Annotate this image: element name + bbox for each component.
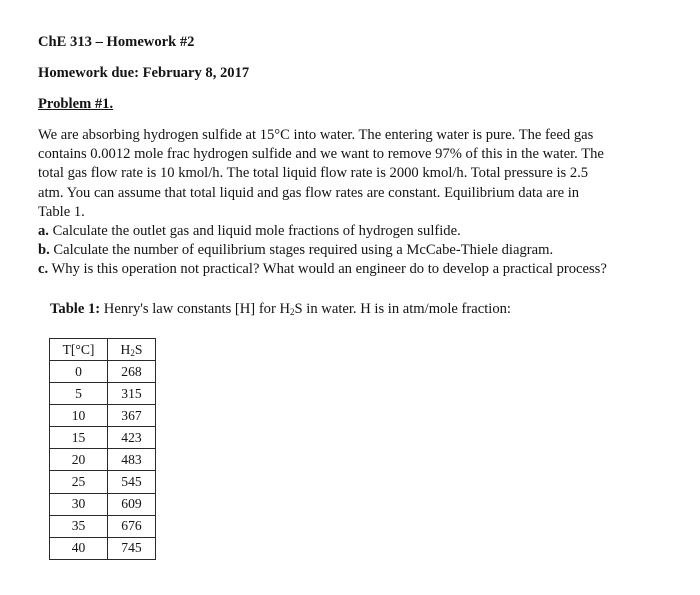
- part-text: Calculate the number of equilibrium stages required using a McCabe-Thiele diagram.: [49, 242, 554, 259]
- problem-heading: Problem #1.: [38, 96, 114, 112]
- part-text: Why is this operation not practical? What would an engineer do to develop a practical process?: [48, 261, 607, 278]
- part-a: [38, 222, 668, 241]
- due-date: Homework due: February 8, 2017: [38, 65, 250, 81]
- table-header-row: [50, 339, 156, 361]
- part-b: [38, 241, 668, 260]
- h2s-header: $H_2S$: [108, 339, 156, 361]
- table-caption-text: S in water. H is in atm/mole fraction:: [294, 301, 511, 317]
- problem-line: Table 1.: [38, 203, 85, 220]
- problem-line: atm. You can assume that total liquid and gas flow rates are constant. Equilibrium data are in: [38, 184, 580, 201]
- henry-value-cell: 483: [108, 449, 156, 471]
- temperature-cell: 20: [50, 449, 108, 471]
- table-row: [50, 427, 156, 449]
- table-caption-text: Henry's law constants [H] for H: [100, 301, 291, 317]
- henry-value-cell: 268: [108, 361, 156, 383]
- problem-statement: [38, 126, 668, 280]
- henry-value-cell: 609: [108, 493, 156, 515]
- temperature-cell: 40: [50, 537, 108, 559]
- henry-value-cell: 423: [108, 427, 156, 449]
- problem-line: We are absorbing hydrogen sulfide at 15°C into water. The entering water is pure. The feed gas: [38, 127, 594, 143]
- henry-constants-table: [49, 338, 156, 560]
- temperature-cell: 25: [50, 471, 108, 493]
- henry-value-cell: 676: [108, 515, 156, 537]
- table-caption: [50, 301, 511, 318]
- temperature-cell: 30: [50, 493, 108, 515]
- temperature-cell: 10: [50, 405, 108, 427]
- part-label: c.: [38, 261, 49, 278]
- table-row: [50, 515, 156, 537]
- table-row: [50, 405, 156, 427]
- problem-line: total gas flow rate is 10 kmol/h. The total liquid flow rate is 2000 kmol/h. Total pressure is 2.5: [38, 165, 589, 182]
- henry-value-cell: 315: [108, 383, 156, 405]
- part-text: Calculate the outlet gas and liquid mole fractions of hydrogen sulfide.: [48, 223, 461, 240]
- temperature-cell: 15: [50, 427, 108, 449]
- part-c: [38, 260, 668, 279]
- table-row: [50, 383, 156, 405]
- table-row: [50, 471, 156, 493]
- table-row: [50, 449, 156, 471]
- table-row: [50, 361, 156, 383]
- table-row: [50, 537, 156, 559]
- temperature-cell: 0: [50, 361, 108, 383]
- temperature-header: T[°C]: [50, 339, 108, 361]
- table-caption-label: Table 1:: [50, 301, 101, 317]
- course-title: ChE 313 – Homework #2: [38, 34, 195, 50]
- temperature-cell: 5: [50, 383, 108, 405]
- part-label: a.: [38, 223, 49, 240]
- henry-value-cell: 367: [108, 405, 156, 427]
- henry-value-cell: 545: [108, 471, 156, 493]
- subscript: 2: [130, 347, 135, 358]
- part-label: b.: [38, 242, 50, 259]
- problem-line: contains 0.0012 mole frac hydrogen sulfide and we want to remove 97% of this in the water. The: [38, 146, 604, 163]
- henry-value-cell: 745: [108, 537, 156, 559]
- table-row: [50, 493, 156, 515]
- subscript: 2: [290, 307, 295, 317]
- temperature-cell: 35: [50, 515, 108, 537]
